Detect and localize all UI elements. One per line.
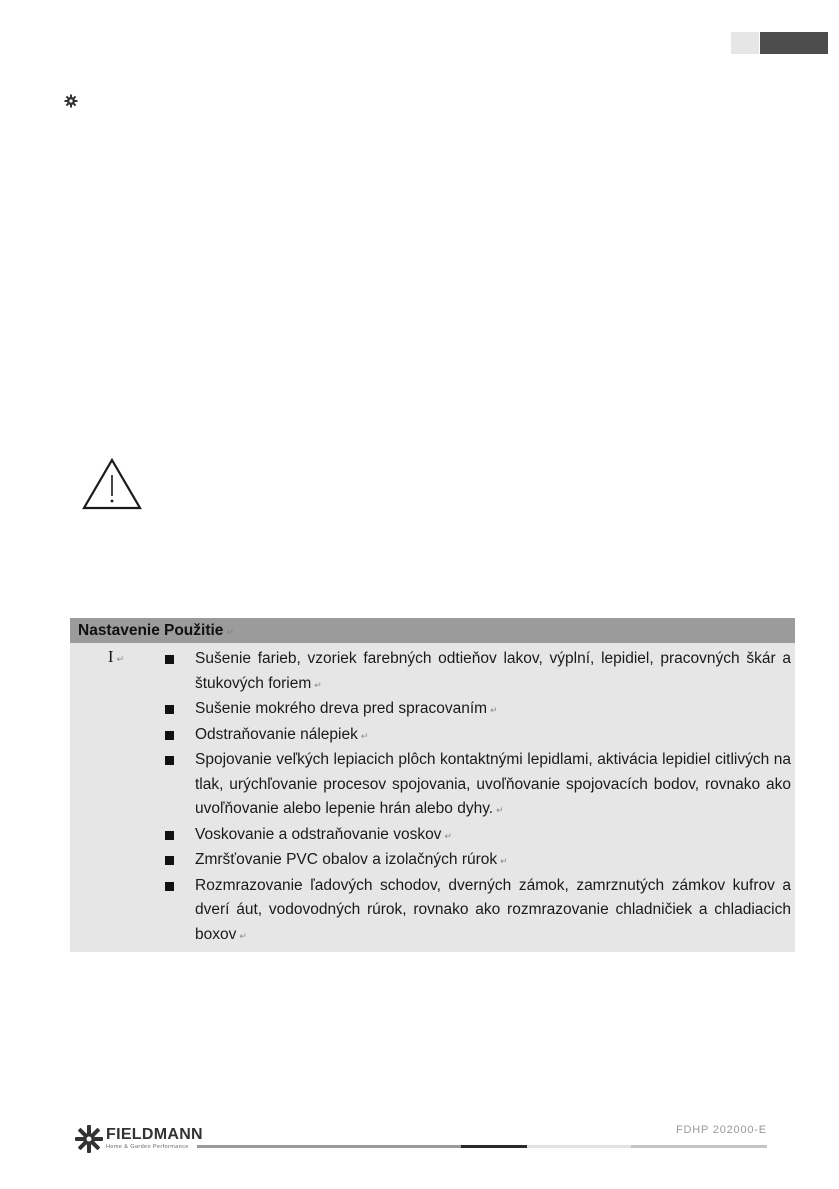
square-bullet-icon bbox=[165, 882, 174, 891]
square-bullet-icon bbox=[165, 756, 174, 765]
list-item: Zmršťovanie PVC obalov a izolačných rúrok ↵ bbox=[162, 848, 791, 874]
paragraph-mark: ↵ bbox=[360, 730, 369, 741]
list-item: Odstraňovanie nálepiek ↵ bbox=[162, 723, 791, 749]
list-item: Sušenie mokrého dreva pred spracovaním ↵ bbox=[162, 697, 791, 723]
paragraph-mark: ↵ bbox=[496, 805, 504, 815]
fieldmann-logo-icon bbox=[72, 1124, 106, 1154]
model-number: FDHP 202000-E bbox=[676, 1124, 767, 1136]
footer-rule-dark bbox=[461, 1145, 527, 1148]
footer-rule-mid bbox=[631, 1145, 767, 1148]
paragraph-mark: ↵ bbox=[239, 930, 247, 941]
gear-icon bbox=[64, 94, 78, 108]
paragraph-mark: ↵ bbox=[226, 626, 234, 637]
brand-tagline: Home & Garden Performance bbox=[106, 1144, 189, 1150]
list-item: Spojovanie veľkých lepiacich plôch kontaktnými lepidlami, aktivácia lepidiel citlivých na tlak, urýchľovanie procesov spojovania, uvoľňovanie spojovacích bodov, rovnako ako uvoľňovanie alebo lepenie hrán alebo dyhy. ↵ bbox=[162, 748, 791, 823]
header-usage: Použitie ↵ bbox=[162, 618, 795, 643]
footer-rule-gray bbox=[197, 1145, 461, 1148]
setting-value: I bbox=[107, 647, 114, 666]
brand-name: FIELDMANN bbox=[106, 1126, 203, 1143]
usage-list bbox=[162, 643, 795, 952]
usage-cell bbox=[162, 643, 795, 952]
warning-triangle-icon bbox=[82, 458, 142, 510]
page-tab-dark bbox=[760, 32, 828, 54]
paragraph-mark: ↵ bbox=[490, 705, 498, 715]
square-bullet-icon bbox=[165, 705, 174, 714]
list-item: Sušenie farieb, vzoriek farebných odtieňov lakov, výplní, lepidiel, pracovných škár a štukových foriem ↵ bbox=[162, 647, 791, 697]
paragraph-mark: ↵ bbox=[500, 856, 508, 866]
square-bullet-icon bbox=[165, 655, 174, 664]
square-bullet-icon bbox=[165, 856, 174, 865]
page-tab-light bbox=[731, 32, 759, 54]
header-setting: Nastavenie bbox=[70, 618, 162, 643]
square-bullet-icon bbox=[165, 831, 174, 840]
table-header-row bbox=[70, 618, 795, 643]
square-bullet-icon bbox=[165, 731, 174, 740]
footer-rule-light bbox=[527, 1145, 631, 1148]
paragraph-mark: ↵ bbox=[444, 830, 452, 841]
table-row bbox=[70, 643, 795, 952]
list-item: Rozmrazovanie ľadových schodov, dverných zámok, zamrznutých zámkov kufrov a dverí áut, vodovodných rúrok, rovnako ako rozmrazovanie chladničiek a chladiacich boxov ↵ bbox=[162, 874, 791, 949]
list-item: Voskovanie a odstraňovanie voskov ↵ bbox=[162, 823, 791, 849]
usage-table bbox=[70, 618, 795, 952]
setting-cell bbox=[70, 643, 162, 952]
paragraph-mark: ↵ bbox=[116, 654, 125, 664]
paragraph-mark: ↵ bbox=[314, 679, 322, 690]
